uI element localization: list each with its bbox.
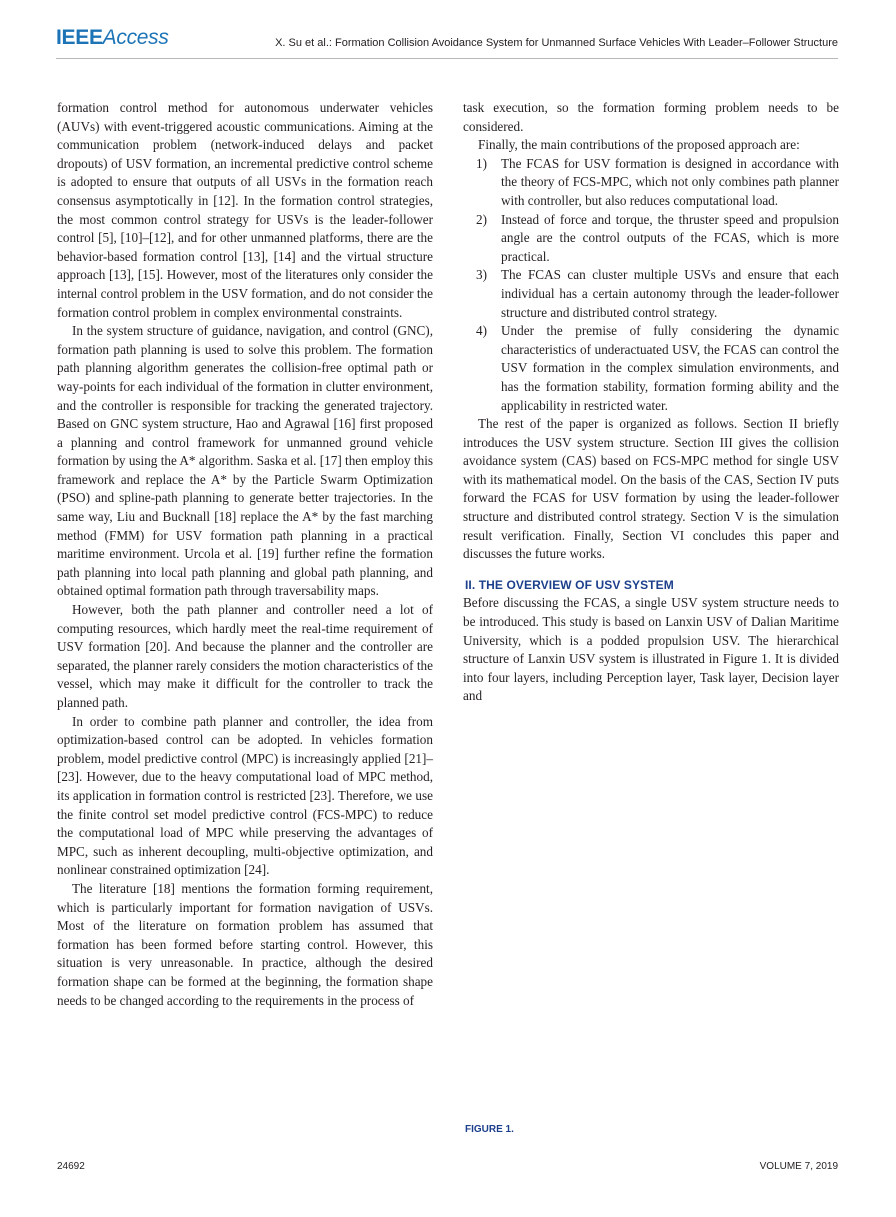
paragraph: The rest of the paper is organized as follows. Section II briefly introduces the USV system structure. Section III gives the collision avoidance system (CAS) based on FCS-MPC method for single USV with its mathematical model. On the basis of the CAS, Section IV puts forward the FCAS for USV formation by using the leader-follower structure and distributed control strategy. Section V is the simulation result verification. Finally, Section VI concludes this paper and discusses the future works.: [463, 416, 839, 562]
paragraph: task execution, so the formation forming problem needs to be considered.: [463, 100, 839, 134]
list-item: [463, 211, 839, 267]
section-heading: II. THE OVERVIEW OF USV SYSTEM: [465, 577, 674, 592]
contributions-intro: Finally, the main contributions of the proposed approach are:: [478, 137, 800, 153]
paragraph: Before discussing the FCAS, a single USV system structure needs to be introduced. This study is based on Lanxin USV of Dalian Maritime University, which is a podded propulsion USV. The hierarchical structure of Lanxin USV system is illustrated in Figure 1. It is divided into four layers, including Perception layer, Task layer, Decision layer and: [463, 595, 839, 704]
header-divider: [56, 58, 838, 59]
volume-label: VOLUME 7, 2019: [759, 1161, 838, 1172]
paragraph: However, both the path planner and controller need a lot of computing resources, which hardly meet the real-time requirement of USV formation [20]. And because the planner and the controller are separated, the planner rarely considers the motion characteristics of the vessel, which may make it difficult for the controller to track the planned path.: [57, 602, 433, 710]
paragraph: The literature [18] mentions the formation forming requirement, which is particularly important for formation navigation of USVs. Most of the literature on formation problem has assumed that formation has been formed before starting control. However, this situation is very unreasonable. In practice, although the desired formation shape can be formed at the beginning, the formation shape needs to be changed according to the requirements in the process of: [57, 880, 433, 1008]
list-item: [463, 155, 839, 211]
page-number: 24692: [57, 1161, 85, 1172]
paragraph: formation control method for autonomous underwater vehicles (AUVs) with event-triggered acoustic communications. Aiming at the communication problem (network-induced delays and packet dropouts) of USV formation, an incremental predictive control scheme is adopted to ensure that outputs of all USVs in the formation reach consensus asymptotically in [12]. In the formation control strategies, the most common control strategy for USVs is the leader-follower control [5], [10]–[12], and for other unmanned platforms, there are the behavior-based formation control [13], [14] and the virtual structure approach [13], [15]. However, most of the literatures only consider the internal control problem in the USV formation, and do not consider the formation control problem in complex environmental constraints.: [57, 100, 433, 320]
figure-caption: FIGURE 1.: [465, 1124, 514, 1135]
list-item-text: Under the premise of fully considering the dynamic characteristics of underactuated USV, the FCAS can control the USV formation in the complex simulation environments, and has the formation stability, formation forming ability and the applicability in restricted water.: [501, 323, 839, 413]
right-column: [463, 99, 839, 706]
list-number: 4): [476, 323, 487, 339]
list-item: [463, 322, 839, 415]
logo-ieee-text: IEEE: [56, 26, 103, 49]
list-item-text: The FCAS for USV formation is designed in accordance with the theory of FCS-MPC, which not only combines path planner with controller, but also reduces computational load.: [501, 155, 839, 208]
paragraph: In order to combine path planner and controller, the idea from optimization-based control can be adopted. In vehicles formation problem, model predictive control (MPC) is increasingly applied [21]–[23]. However, due to the heavy computational load of MPC method, its application in formation control is restricted [23]. Therefore, we use the finite control set model predictive control (FCS-MPC) to reduce the computational load of MPC while preserving the advantages of MPC, such as inherent decoupling, multi-objective optimization, and nonlinear constrained optimization [24].: [57, 713, 433, 878]
list-number: 3): [476, 267, 487, 283]
paragraph: In the system structure of guidance, navigation, and control (GNC), formation path planning is used to solve this problem. The formation path planning algorithm generates the collision-free optimal path or way-points for each individual of the formation in clutter environment, and the controller is responsible for tracking the generated trajectory. Based on GNC system structure, Hao and Agrawal [16] first proposed a planning and control framework for unmanned ground vehicle formation by using the A* algorithm. Saska et al. [17] then employ this framework and replace the A* by the Particle Swarm Optimization (PSO) and spline-path planning to generate better trajectories. In the same way, Liu and Bucknall [18] replace the A* by the fast marching method (FMM) for USV formation path planning in a practical maritime environment. Urcola et al. [19] further refine the formation path planning into local path planning and global path planning, and obtained optimal formation path through traversability maps.: [57, 323, 433, 599]
list-item-text: Instead of force and torque, the thruster speed and propulsion angle are the control outputs of the FCAS, which is more practical.: [501, 211, 839, 264]
list-item-text: The FCAS can cluster multiple USVs and ensure that each individual has a certain autonomy through the leader-follower structure and distributed control strategy.: [501, 267, 839, 320]
list-item: [463, 266, 839, 322]
list-number: 2): [476, 211, 487, 227]
logo-access-text: Access: [102, 26, 169, 49]
journal-logo: [56, 26, 169, 50]
list-number: 1): [476, 155, 487, 171]
left-column: [57, 99, 433, 1010]
contributions-list: [463, 155, 839, 415]
running-title: X. Su et al.: Formation Collision Avoidance System for Unmanned Surface Vehicles With Leader–Follower Structure: [275, 37, 838, 49]
